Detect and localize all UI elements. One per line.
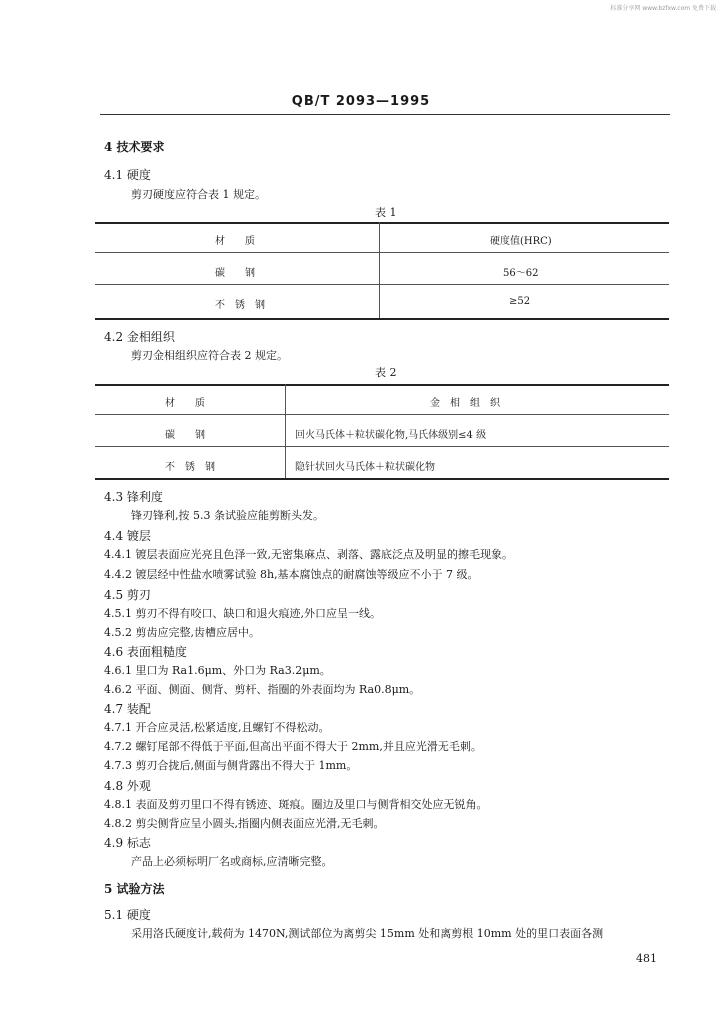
subsection-heading: 4.1 硬度 — [104, 168, 151, 182]
table-caption: 表 2 — [375, 366, 397, 379]
table-rule — [95, 252, 669, 253]
subsection-heading: 4.2 金相组织 — [104, 330, 175, 344]
table-divider — [379, 222, 380, 318]
table-cell: 不 锈 钢 — [165, 462, 215, 473]
paragraph: 采用洛氏硬度计,载荷为 1470N,测试部位为离剪尖 15mm 处和离剪根 10mm 处的里口表面各测 — [131, 927, 604, 940]
table-rule — [95, 446, 669, 447]
paragraph: 产品上必须标明厂名或商标,应清晰完整。 — [131, 855, 333, 868]
page-number: 481 — [636, 952, 657, 965]
table-rule — [95, 222, 669, 224]
clause: 4.4.1 镀层表面应光亮且色泽一致,无密集麻点、剥落、露底泛点及明显的擦毛现象。 — [104, 548, 513, 561]
table-rule — [95, 414, 669, 415]
table-cell: 56～62 — [503, 268, 539, 279]
subsection-heading: 4.8 外观 — [104, 779, 151, 793]
table-1 — [95, 222, 669, 322]
clause: 4.7.1 开合应灵活,松紧适度,且螺钉不得松动。 — [104, 721, 330, 734]
section-heading: 5 试验方法 — [104, 882, 165, 896]
table-cell: ≥52 — [509, 296, 531, 307]
clause: 4.8.1 表面及剪刃里口不得有锈迹、斑痕。圈边及里口与侧背相交处应无锐角。 — [104, 798, 488, 811]
table-cell: 碳 钢 — [215, 268, 255, 279]
clause: 4.4.2 镀层经中性盐水喷雾试验 8h,基本腐蚀点的耐腐蚀等级应不小于 7 级。 — [104, 568, 479, 581]
table-divider — [285, 384, 286, 478]
subsection-heading: 4.7 装配 — [104, 702, 151, 716]
table-cell: 回火马氏体＋粒状碳化物,马氏体级别≤4 级 — [295, 430, 487, 441]
paragraph: 剪刃金相组织应符合表 2 规定。 — [131, 349, 288, 362]
table-rule — [95, 318, 669, 320]
table-cell: 隐针状回火马氏体＋粒状碳化物 — [295, 462, 435, 473]
clause: 4.7.2 螺钉尾部不得低于平面,但高出平面不得大于 2mm,并且应光滑无毛刺。 — [104, 740, 482, 753]
subsection-heading: 4.4 镀层 — [104, 529, 151, 543]
paragraph: 剪刃硬度应符合表 1 规定。 — [131, 188, 266, 201]
clause: 4.6.1 里口为 Ra1.6μm、外口为 Ra3.2μm。 — [104, 664, 331, 677]
header-rule — [100, 114, 670, 115]
table-header-cell: 硬度值(HRC) — [490, 236, 552, 247]
standard-number: QB/T 2093—1995 — [291, 94, 431, 109]
table-cell: 不 锈 钢 — [215, 300, 265, 311]
watermark: 标准分享网 www.bzfxw.com 免费下载 — [610, 5, 716, 12]
subsection-heading: 4.6 表面粗糙度 — [104, 645, 187, 659]
section-heading: 4 技术要求 — [104, 140, 165, 154]
clause: 4.6.2 平面、侧面、侧背、剪杆、指圈的外表面均为 Ra0.8μm。 — [104, 683, 421, 696]
table-rule — [95, 478, 669, 480]
table-caption: 表 1 — [375, 206, 397, 219]
table-rule — [95, 284, 669, 285]
table-header-cell: 材 质 — [215, 236, 255, 247]
table-cell: 碳 钢 — [165, 430, 205, 441]
table-2 — [95, 384, 669, 484]
clause: 4.5.1 剪刃不得有咬口、缺口和退火痕迹,外口应呈一线。 — [104, 607, 381, 620]
clause: 4.8.2 剪尖侧背应呈小圆头,指圈内侧表面应光滑,无毛刺。 — [104, 817, 385, 830]
table-rule — [95, 384, 669, 386]
subsection-heading: 4.3 锋利度 — [104, 490, 163, 504]
table-header-cell: 金 相 组 织 — [430, 398, 500, 409]
subsection-heading: 4.9 标志 — [104, 836, 151, 850]
clause: 4.5.2 剪齿应完整,齿槽应居中。 — [104, 626, 260, 639]
subsection-heading: 4.5 剪刃 — [104, 588, 151, 602]
table-header-cell: 材 质 — [165, 398, 205, 409]
subsection-heading: 5.1 硬度 — [104, 908, 151, 922]
paragraph: 锋刃锋利,按 5.3 条试验应能剪断头发。 — [131, 509, 324, 522]
clause: 4.7.3 剪刃合拢后,侧面与侧背露出不得大于 1mm。 — [104, 759, 358, 772]
